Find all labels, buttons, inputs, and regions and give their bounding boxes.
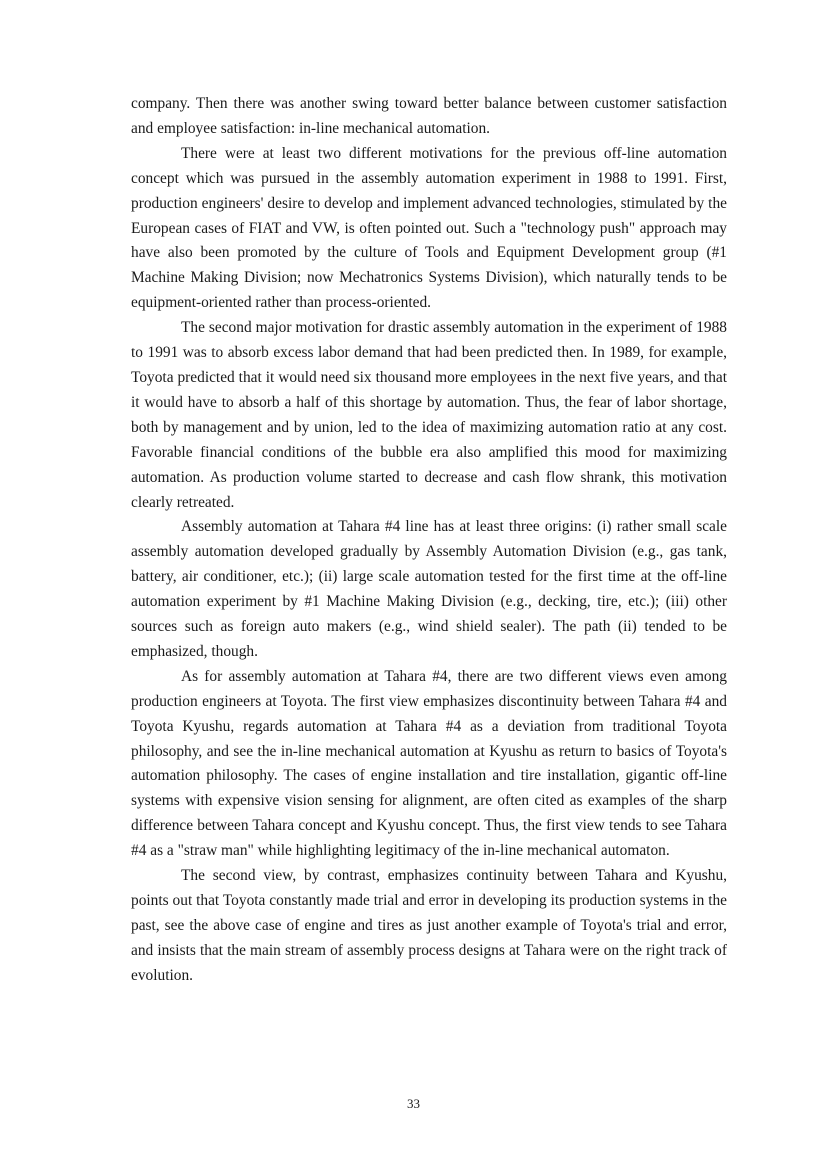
paragraph-6: The second view, by contrast, emphasizes continuity between Tahara and Kyushu, points out that Toyota constantly made trial and error in developing its production systems in the past, see the above case of engine and tires as just another example of Toyota's trial and error, and insists that the main stream of assembly process designs at Tahara were on the right track of evolution.	[131, 867, 727, 984]
paragraph-5: As for assembly automation at Tahara #4, there are two different views even among production engineers at Toyota. The first view emphasizes discontinuity between Tahara #4 and Toyota Kyushu, regards automation at Tahara #4 as a deviation from traditional Toyota philosophy, and see the in-line mechanical automation at Kyushu as return to basics of Toyota's automation philosophy. The cases of engine installation and tire installation, gigantic off-line systems with expensive vision sensing for alignment, are often cited as examples of the sharp difference between Tahara concept and Kyushu concept. Thus, the first view tends to see Tahara #4 as a "straw man" while highlighting legitimacy of the in-line mechanical automaton.	[131, 667, 727, 860]
page-number: 33	[407, 1096, 420, 1111]
paragraph-3: The second major motivation for drastic assembly automation in the experiment of 1988 to 1991 was to absorb excess labor demand that had been predicted then. In 1989, for example, Toyota predicted that it would need six thousand more employees in the next five years, and that it would have to absorb a half of this shortage by automation. Thus, the fear of labor shortage, both by management and by union, led to the idea of maximizing automation ratio at any cost. Favorable financial conditions of the bubble era also amplified this mood for maximizing automation. As production volume started to decrease and cash flow shrank, this motivation clearly retreated.	[131, 319, 727, 511]
paragraph-1: company. Then there was another swing toward better balance between customer satisfaction and employee satisfaction: in-line mechanical automation.	[131, 95, 727, 137]
paragraph-4: Assembly automation at Tahara #4 line has at least three origins: (i) rather small scale assembly automation developed gradually by Assembly Automation Division (e.g., gas tank, battery, air conditioner, etc.); (ii) large scale automation tested for the first time at the off-line automation experiment by #1 Machine Making Division (e.g., decking, tire, etc.); (iii) other sources such as foreign auto makers (e.g., wind shield sealer). The path (ii) tended to be emphasized, though.	[131, 518, 727, 660]
body-text	[131, 92, 727, 989]
paragraph-2: There were at least two different motivations for the previous off-line automation concept which was pursued in the assembly automation experiment in 1988 to 1991. First, production engineers' desire to develop and implement advanced technologies, stimulated by the European cases of FIAT and VW, is often pointed out. Such a "technology push" approach may have also been promoted by the culture of Tools and Equipment Development group (#1 Machine Making Division; now Mechatronics Systems Division), which naturally tends to be equipment-oriented rather than process-oriented.	[131, 144, 727, 312]
